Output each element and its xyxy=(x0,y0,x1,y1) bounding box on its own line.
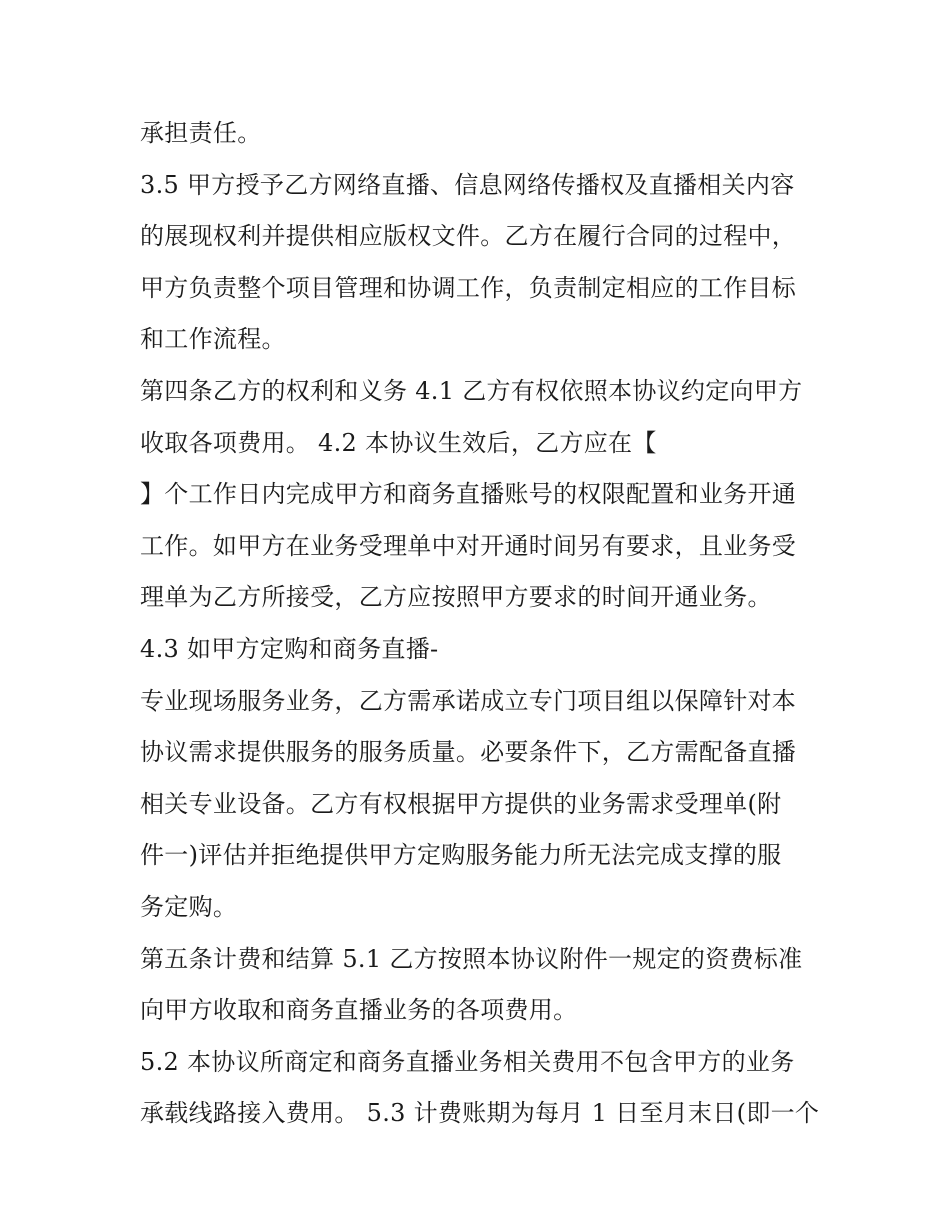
text-line: 甲方负责整个项目管理和协调工作，负责制定相应的工作目标 xyxy=(140,273,797,302)
text-line: 务定购。 xyxy=(140,892,238,921)
text-line: 和工作流程。 xyxy=(140,325,286,354)
text-line: 承载线路接入费用。 5.3 计费账期为每月 1 日至月末日(即一个 xyxy=(140,1099,820,1128)
text-line: 第五条计费和结算 5.1 乙方按照本协议附件一规定的资费标准 xyxy=(140,944,803,973)
text-line: 的展现权利并提供相应版权文件。乙方在履行合同的过程中， xyxy=(140,222,797,251)
text-line: 3.5 甲方授予乙方网络直播、信息网络传播权及直播相关内容 xyxy=(140,170,795,199)
text-line: 工作。如甲方在业务受理单中对开通时间另有要求，且业务受 xyxy=(140,531,797,560)
text-line: 4.3 如甲方定购和商务直播- xyxy=(140,634,439,663)
text-line: 5.2 本协议所商定和商务直播业务相关费用不包含甲方的业务 xyxy=(140,1047,795,1076)
text-line: 第四条乙方的权利和义务 4.1 乙方有权依照本协议约定向甲方 xyxy=(140,376,803,405)
text-line: 收取各项费用。 4.2 本协议生效后，乙方应在【 xyxy=(140,428,657,457)
text-line: 向甲方收取和商务直播业务的各项费用。 xyxy=(140,996,578,1025)
text-line: 相关专业设备。乙方有权根据甲方提供的业务需求受理单(附 xyxy=(140,789,782,818)
text-line: 理单为乙方所接受，乙方应按照甲方要求的时间开通业务。 xyxy=(140,583,772,612)
text-line: 协议需求提供服务的服务质量。必要条件下，乙方需配备直播 xyxy=(140,738,797,767)
contract-text-body xyxy=(140,108,820,1140)
text-line: 件一)评估并拒绝提供甲方定购服务能力所无法完成支撑的服 xyxy=(140,841,782,870)
text-line: 专业现场服务业务，乙方需承诺成立专门项目组以保障针对本 xyxy=(140,686,797,715)
text-line: 承担责任。 xyxy=(140,119,262,147)
text-line: 】个工作日内完成甲方和商务直播账号的权限配置和业务开通 xyxy=(140,480,797,509)
